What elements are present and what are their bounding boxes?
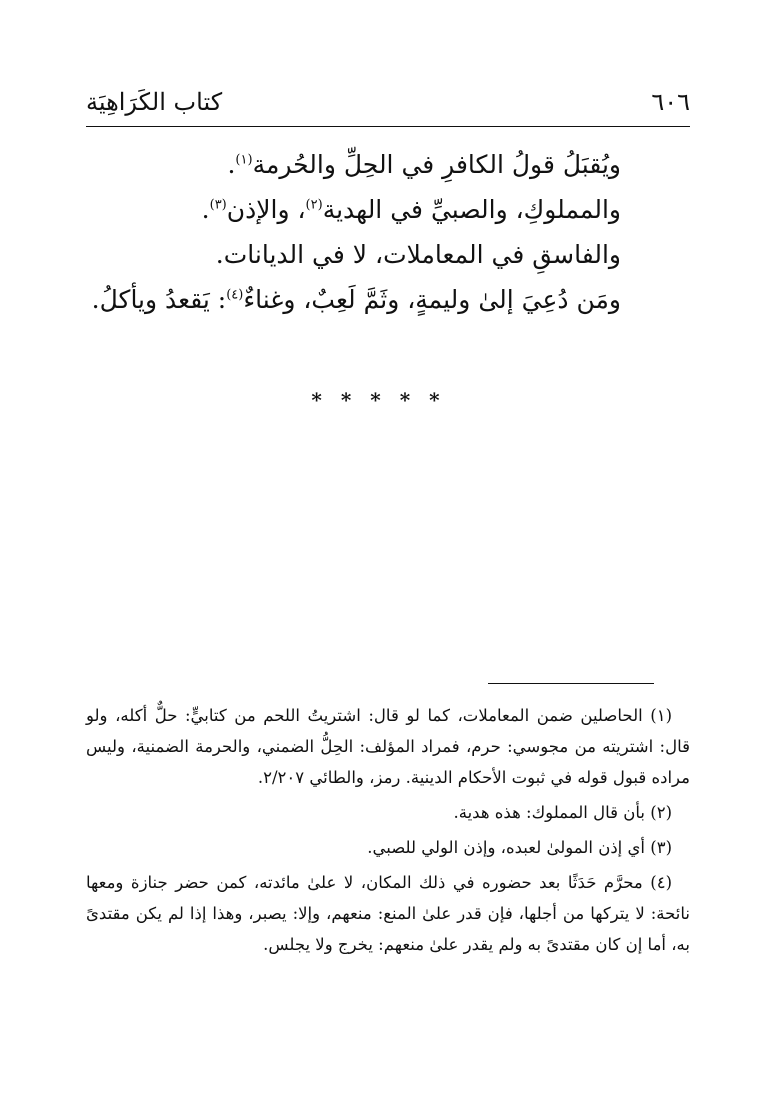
line-text: والمملوكِ، والصبيِّ في الهدية <box>322 195 621 224</box>
line-text: ويُقبَلُ قولُ الكافرِ في الحِلِّ والحُرمة <box>252 150 621 179</box>
text-line <box>86 187 621 232</box>
line-end: . <box>227 150 236 179</box>
main-text <box>86 142 621 322</box>
footnote-2: (٢) بأن قال المملوك: هذه هدية. <box>453 803 672 822</box>
footnote-1: (١) الحاصلين ضمن المعاملات، كما لو قال: اشتريتُ اللحم من كتابيٍّ: حلٌّ أكله، ولو قال: اشتريته من مجوسي: حرم، فمراد المؤلف: الحِلُّ الضمني، والحرمة الضمنية، وليس مراده قبول قوله في ثبوت الأحكام الدينية. رمز، والطائي ٢/٢٠٧. <box>86 706 690 787</box>
line-end: : يَقعدُ ويأكلُ. <box>91 285 227 314</box>
footnote-ref[interactable]: (٤) <box>226 287 244 303</box>
line-text: ومَن دُعِيَ إلىٰ وليمةٍ، وثَمَّ لَعِبٌ، وغناءٌ <box>243 285 621 314</box>
footnote-ref[interactable]: (١) <box>235 152 253 168</box>
footnote-3: (٣) أي إذن المولىٰ لعبده، وإذن الولي للصبي. <box>367 838 672 857</box>
line-end: . <box>201 195 210 224</box>
line-text: ، والإذن <box>226 195 306 224</box>
footnote-ref[interactable]: (٢) <box>305 197 323 213</box>
running-title: كتاب الكَرَاهِيَة <box>86 88 223 116</box>
section-ornament: * * * * * <box>311 388 446 412</box>
text-line <box>86 277 621 322</box>
page-header <box>86 86 690 127</box>
footnotes <box>86 700 690 964</box>
page-number: ٦٠٦ <box>651 88 690 116</box>
footnote-4: (٤) محرَّم حَدَثًا بعد حضوره في ذلك المكان، لا علىٰ مائدته، كمن حضر جنازة ومعها نائحة: لا يتركها من أجلها، فإن قدر علىٰ المنع: منعهم، وإلا: يصبر، وهذا إذا لم يكن مقتدىً به، أما إن كان مقتدىً به ولم يقدر علىٰ منعهم: يخرج ولا يجلس. <box>86 873 690 954</box>
text-line <box>86 232 621 277</box>
footnote-divider <box>488 683 654 684</box>
line-text: والفاسقِ في المعاملات، لا في الديانات. <box>215 240 621 269</box>
text-line <box>86 142 621 187</box>
footnote-ref[interactable]: (٣) <box>209 197 227 213</box>
